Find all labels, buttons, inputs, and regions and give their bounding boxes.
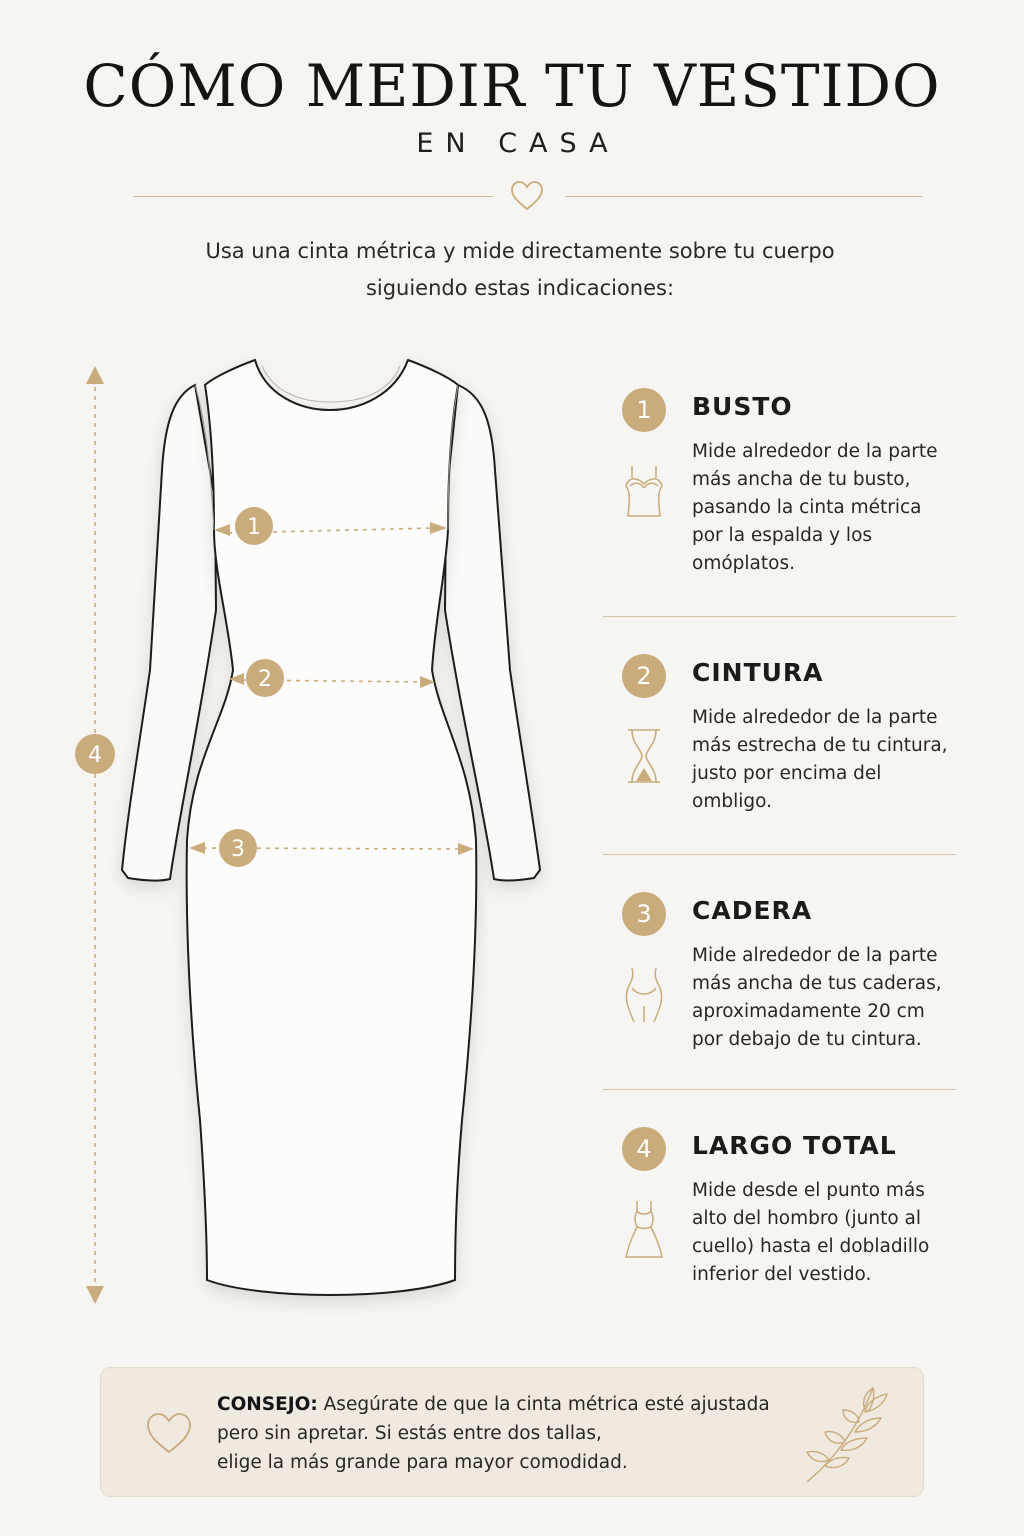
heart-icon (509, 178, 545, 214)
bustier-icon (622, 458, 666, 522)
marker-waist (246, 659, 284, 697)
desc-line: por debajo de tu cintura. (692, 1029, 922, 1050)
dress-illustration (0, 340, 600, 1340)
step-title: CINTURA (692, 658, 824, 687)
divider-right (565, 196, 922, 197)
step-description (692, 1177, 962, 1289)
step-number: 1 (622, 388, 666, 432)
marker-bust-label: 1 (247, 515, 261, 540)
page-subtitle: EN CASA (416, 128, 620, 159)
heart-icon (145, 1410, 193, 1456)
step-number: 4 (622, 1127, 666, 1171)
step-title: BUSTO (692, 392, 793, 421)
desc-line: más ancha de tus caderas, (692, 973, 942, 994)
dress-body (187, 360, 477, 1295)
desc-line: Mide alrededor de la parte (692, 441, 938, 462)
marker-waist-label: 2 (258, 667, 272, 692)
leaf-sprig-icon (801, 1382, 891, 1486)
desc-line: alto del hombro (junto al (692, 1208, 922, 1229)
dress-icon (622, 1197, 666, 1261)
hourglass-icon (622, 724, 666, 788)
step-description (692, 704, 962, 816)
desc-line: más estrecha de tu cintura, (692, 735, 948, 756)
step-divider (603, 616, 956, 617)
desc-line: Mide desde el punto más (692, 1180, 925, 1201)
step-description (692, 942, 962, 1054)
intro-line: Usa una cinta métrica y mide directamente sobre tu cuerpo (205, 239, 835, 263)
desc-line: omóplatos. (692, 553, 795, 574)
step-divider (603, 1089, 956, 1090)
desc-line: Mide alrededor de la parte (692, 707, 938, 728)
length-arrow-top (86, 366, 104, 384)
tip-line: pero sin apretar. Si estás entre dos tallas, (217, 1423, 602, 1444)
tip-text (217, 1390, 797, 1477)
desc-line: más ancha de tu busto, (692, 469, 911, 490)
intro-text (120, 233, 920, 307)
page-title: CÓMO MEDIR TU VESTIDO (83, 52, 941, 120)
hips-icon (622, 962, 666, 1026)
step-number: 3 (622, 892, 666, 936)
tip-box (100, 1367, 924, 1497)
step-divider (603, 854, 956, 855)
intro-line: siguiendo estas indicaciones: (365, 276, 675, 300)
desc-line: Mide alrededor de la parte (692, 945, 938, 966)
marker-hip (219, 829, 257, 867)
desc-line: por la espalda y los (692, 525, 873, 546)
step-number: 2 (622, 654, 666, 698)
marker-length-label: 4 (88, 743, 102, 768)
divider-left (133, 196, 493, 197)
marker-bust (235, 507, 273, 545)
desc-line: cuello) hasta el dobladillo (692, 1236, 930, 1257)
desc-line: aproximadamente 20 cm (692, 1001, 925, 1022)
tip-line (217, 1390, 797, 1419)
desc-line: pasando la cinta métrica (692, 497, 922, 518)
length-arrow-bottom (86, 1286, 104, 1304)
step-title: CADERA (692, 896, 813, 925)
marker-hip-label: 3 (231, 837, 245, 862)
tip-line: elige la más grande para mayor comodidad. (217, 1452, 628, 1473)
tip-label: CONSEJO: (217, 1394, 318, 1415)
marker-length (75, 734, 115, 774)
tip-line-text: Asegúrate de que la cinta métrica esté ajustada (317, 1394, 770, 1415)
desc-line: justo por encima del (692, 763, 882, 784)
desc-line: ombligo. (692, 791, 772, 812)
step-description (692, 438, 962, 578)
step-title: LARGO TOTAL (692, 1131, 897, 1160)
desc-line: inferior del vestido. (692, 1264, 872, 1285)
